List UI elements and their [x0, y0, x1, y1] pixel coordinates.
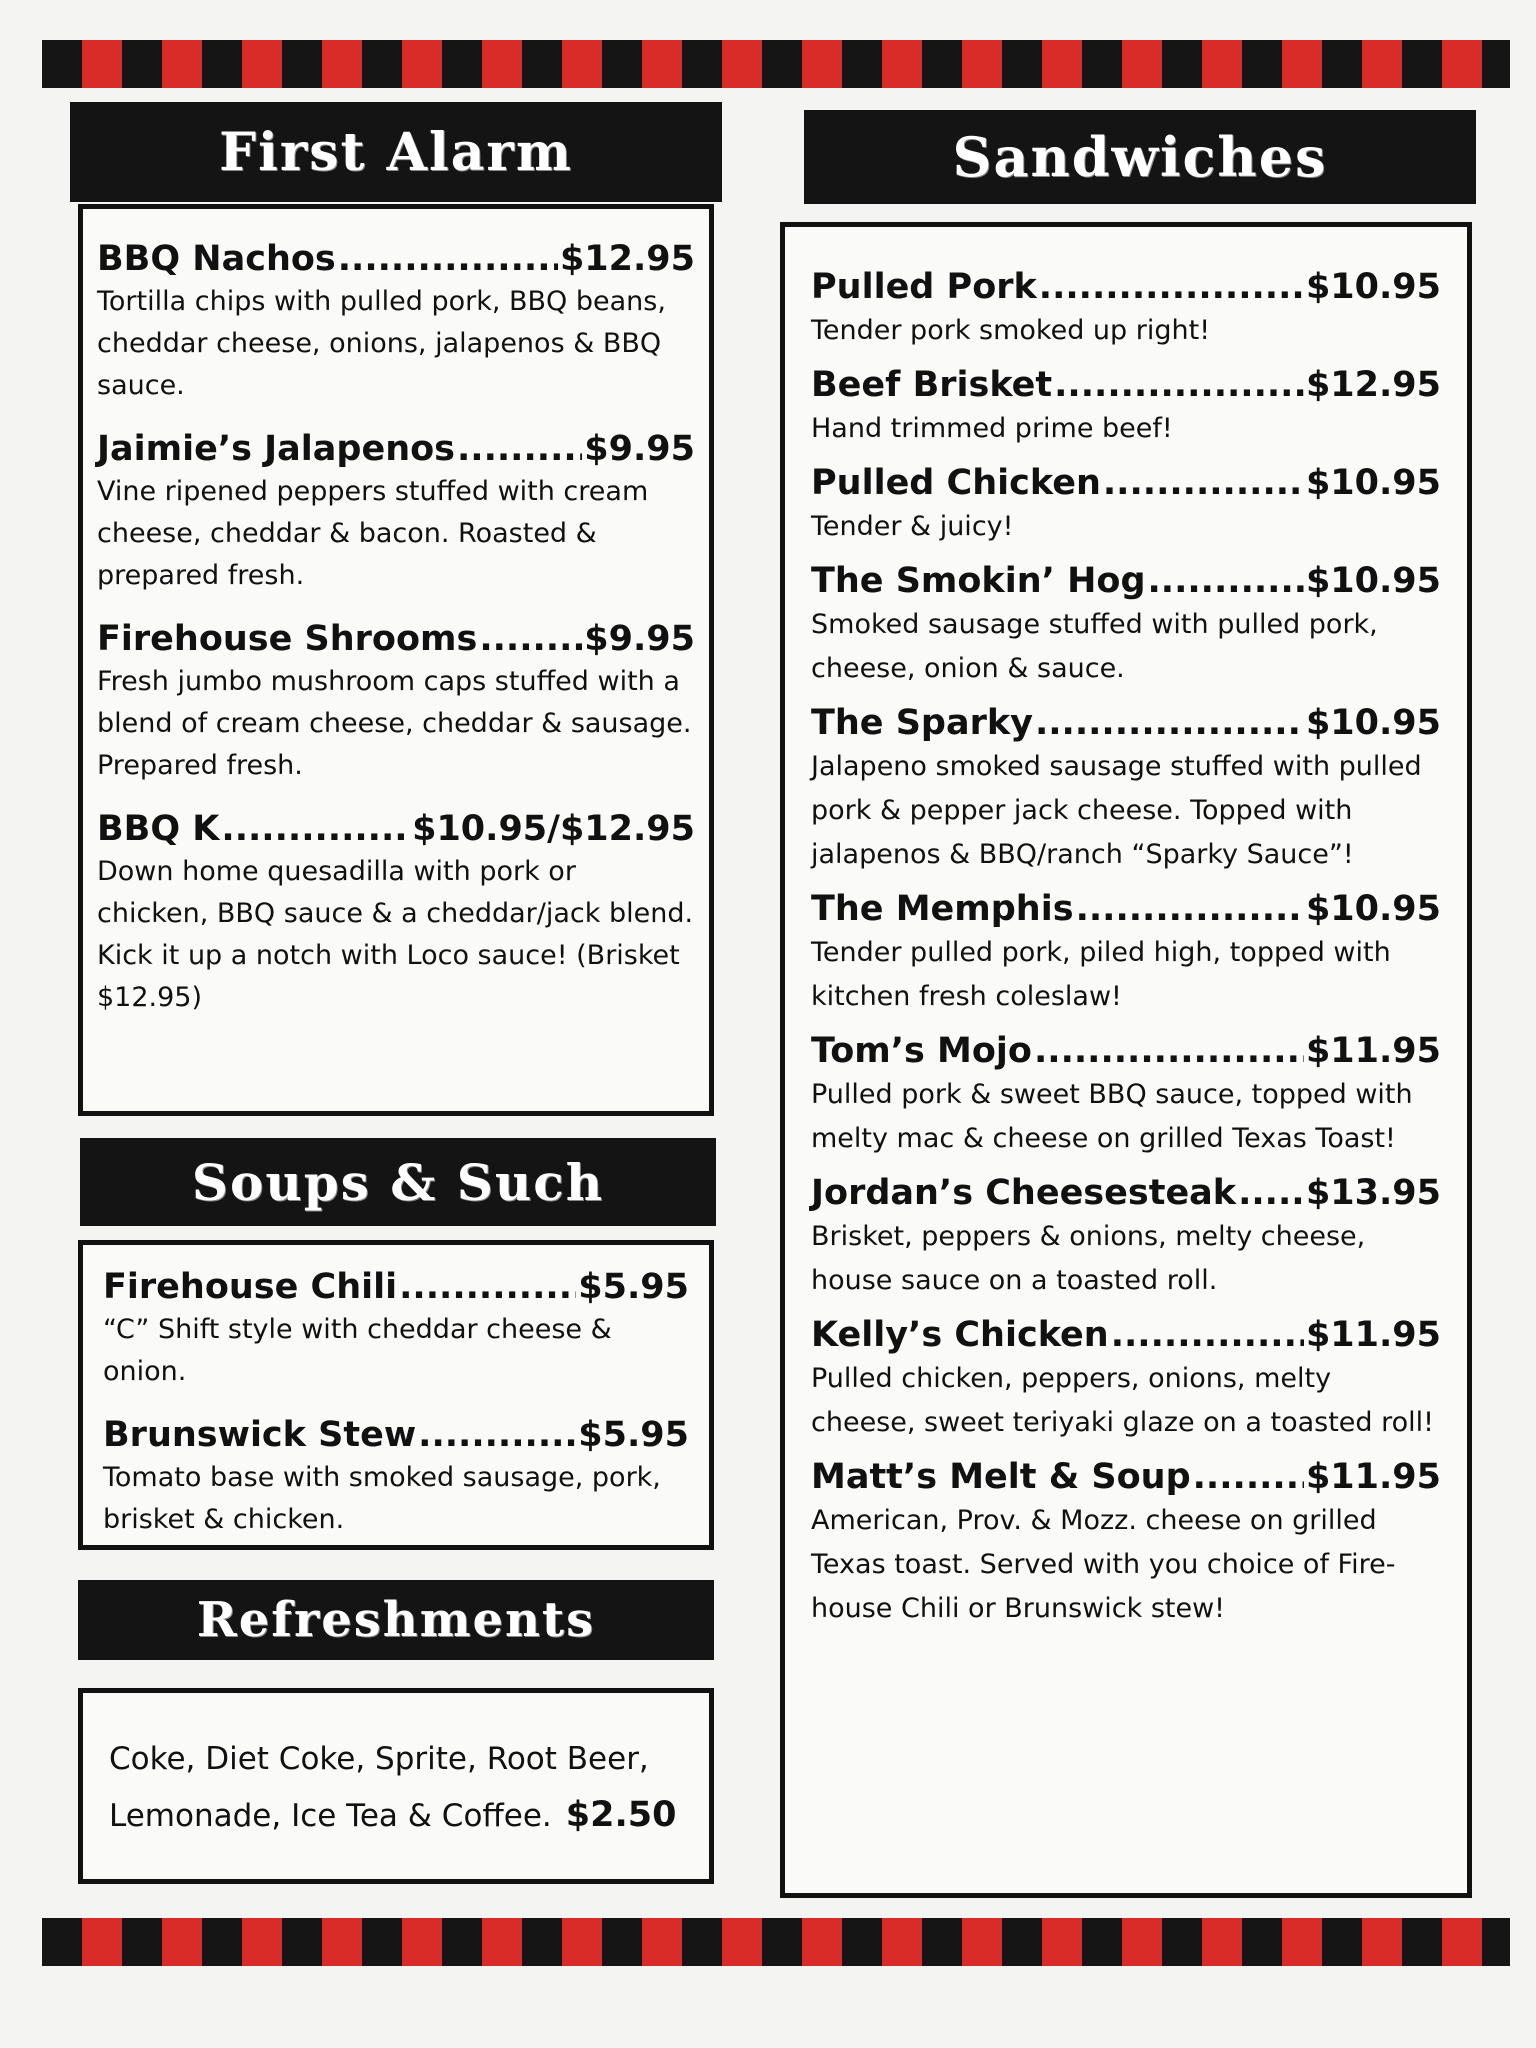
menu-item-header [811, 701, 1441, 745]
menu-item-header [811, 887, 1441, 931]
soups-header [80, 1138, 716, 1226]
menu-item [811, 559, 1441, 691]
dot-leader [418, 1413, 576, 1457]
refreshments-box [78, 1688, 714, 1884]
menu-item-header [97, 237, 695, 281]
refreshments-text-block [109, 1731, 683, 1844]
menu-item [97, 427, 695, 597]
dot-leader [1103, 461, 1304, 505]
menu-item [97, 237, 695, 407]
sandwiches-header [804, 110, 1476, 204]
menu-item-description: Fresh jumbo mushroom caps stuffed with a blend of cream cheese, cheddar & sausage. Prepared fresh. [97, 666, 692, 781]
dot-leader [399, 1265, 576, 1309]
refreshments-price: $2.50 [565, 1795, 677, 1835]
menu-item-description: Brisket, peppers & onions, melty cheese, house sauce on a toasted roll. [811, 1221, 1366, 1296]
top-checkered-border [42, 40, 1510, 88]
dot-leader [221, 807, 410, 851]
menu-item-description: Tender & juicy! [811, 511, 1014, 542]
soups-list [103, 1265, 689, 1541]
menu-item-header [811, 461, 1441, 505]
menu-item-price: $10.95 [1305, 889, 1441, 929]
dot-leader [457, 427, 582, 471]
menu-item-header [811, 1455, 1441, 1499]
dot-leader [1039, 265, 1304, 309]
menu-item [811, 887, 1441, 1019]
menu-item-price: $10.95 [1305, 561, 1441, 601]
menu-item-price: $10.95 [1305, 703, 1441, 743]
menu-item [103, 1413, 689, 1541]
sandwiches-list [811, 265, 1441, 1631]
menu-item-description: Smoked sausage stuffed with pulled pork, cheese, onion & sauce. [811, 609, 1378, 684]
menu-item-price: $11.95 [1305, 1457, 1441, 1497]
menu-item-header [97, 807, 695, 851]
menu-item-description: “C” Shift style with cheddar cheese & onion. [103, 1314, 612, 1387]
first-alarm-title: First Alarm [219, 121, 573, 183]
menu-item [811, 701, 1441, 877]
menu-item-name: The Memphis [811, 889, 1074, 929]
dot-leader [1054, 363, 1304, 407]
dot-leader [479, 617, 582, 661]
menu-item-header [811, 1029, 1441, 1073]
menu-item-name: Pulled Chicken [811, 463, 1101, 503]
menu-item-description: Tender pork smoked up right! [811, 315, 1211, 346]
bottom-checkered-border [42, 1918, 1510, 1966]
refreshments-title: Refreshments [196, 1592, 596, 1648]
dot-leader [1238, 1171, 1304, 1215]
menu-item-name: BBQ Nachos [97, 239, 336, 279]
menu-item-name: Brunswick Stew [103, 1415, 417, 1455]
menu-item-header [811, 1313, 1441, 1357]
menu-item-description: American, Prov. & Mozz. cheese on grilled Texas toast. Served with you choice of Fire-house Chili or Brunswick stew! [811, 1505, 1396, 1624]
menu-item-name: Jaimie’s Jalapenos [97, 429, 455, 469]
first-alarm-header [70, 102, 722, 202]
menu-item-header [811, 265, 1441, 309]
menu-item-header [811, 559, 1441, 603]
sandwiches-box [780, 222, 1472, 1898]
first-alarm-list [97, 237, 695, 1019]
menu-item [97, 807, 695, 1019]
menu-item-price: $13.95 [1305, 1173, 1441, 1213]
menu-item [811, 1029, 1441, 1161]
menu-item-description: Down home quesadilla with pork or chicken, BBQ sauce & a cheddar/jack blend. Kick it up a notch with Loco sauce! (Brisket $12.95) [97, 856, 694, 1013]
menu-item-header [97, 427, 695, 471]
menu-item [811, 1455, 1441, 1631]
menu-item-name: Firehouse Shrooms [97, 619, 478, 659]
soups-box [78, 1240, 714, 1550]
menu-item-name: Matt’s Melt & Soup [811, 1457, 1191, 1497]
dot-leader [338, 237, 558, 281]
menu-item [811, 461, 1441, 549]
menu-item [811, 1313, 1441, 1445]
menu-item-price: $12.95 [1305, 365, 1441, 405]
refreshments-header [78, 1580, 714, 1660]
menu-item-price: $11.95 [1305, 1031, 1441, 1071]
refreshments-list: Coke, Diet Coke, Sprite, Root Beer, Lemonade, Ice Tea & Coffee. [109, 1741, 649, 1834]
menu-item [811, 363, 1441, 451]
menu-item-description: Tomato base with smoked sausage, pork, brisket & chicken. [103, 1462, 661, 1535]
dot-leader [1193, 1455, 1304, 1499]
dot-leader [1034, 1029, 1304, 1073]
menu-item-name: The Smokin’ Hog [811, 561, 1146, 601]
menu-item-name: BBQ K [97, 809, 220, 849]
menu-item-price: $9.95 [584, 429, 695, 469]
menu-item [103, 1265, 689, 1393]
menu-item [811, 1171, 1441, 1303]
menu-item-header [103, 1413, 689, 1457]
menu-item-description: Jalapeno smoked sausage stuffed with pulled pork & pepper jack cheese. Topped with jalapenos & BBQ/ranch “Sparky Sauce”! [811, 751, 1422, 870]
menu-item-description: Hand trimmed prime beef! [811, 413, 1173, 444]
menu-item-price: $9.95 [584, 619, 695, 659]
menu-item-price: $10.95 [1305, 267, 1441, 307]
menu-item-name: The Sparky [811, 703, 1033, 743]
menu-item-price: $12.95 [559, 239, 695, 279]
menu-item-header [97, 617, 695, 661]
menu-item-price: $10.95 [1305, 463, 1441, 503]
dot-leader [1148, 559, 1304, 603]
soups-title: Soups & Such [191, 1152, 605, 1212]
menu-item-price: $5.95 [578, 1415, 689, 1455]
menu-item-description: Vine ripened peppers stuffed with cream cheese, cheddar & bacon. Roasted & prepared fresh. [97, 476, 649, 591]
dot-leader [1076, 887, 1304, 931]
menu-item-name: Beef Brisket [811, 365, 1053, 405]
menu-item [811, 265, 1441, 353]
menu-item-price: $10.95/$12.95 [412, 809, 695, 849]
menu-item-description: Pulled pork & sweet BBQ sauce, topped with melty mac & cheese on grilled Texas Toast! [811, 1079, 1413, 1154]
menu-item-name: Jordan’s Cheesesteak [811, 1173, 1237, 1213]
sandwiches-title: Sandwiches [952, 125, 1328, 189]
menu-item-header [811, 1171, 1441, 1215]
menu-item-description: Pulled chicken, peppers, onions, melty cheese, sweet teriyaki glaze on a toasted roll! [811, 1363, 1434, 1438]
menu-item [97, 617, 695, 787]
menu-item-header [103, 1265, 689, 1309]
menu-item-price: $5.95 [578, 1267, 689, 1307]
first-alarm-box [78, 204, 714, 1116]
menu-item-name: Tom’s Mojo [811, 1031, 1032, 1071]
menu-item-header [811, 363, 1441, 407]
menu-item-description: Tender pulled pork, piled high, topped with kitchen fresh coleslaw! [811, 937, 1391, 1012]
dot-leader [1035, 701, 1304, 745]
menu-item-name: Firehouse Chili [103, 1267, 398, 1307]
menu-item-price: $11.95 [1305, 1315, 1441, 1355]
dot-leader [1111, 1313, 1304, 1357]
menu-item-name: Kelly’s Chicken [811, 1315, 1109, 1355]
menu-item-description: Tortilla chips with pulled pork, BBQ beans, cheddar cheese, onions, jalapenos & BBQ sauce. [97, 286, 666, 401]
menu-item-name: Pulled Pork [811, 267, 1037, 307]
